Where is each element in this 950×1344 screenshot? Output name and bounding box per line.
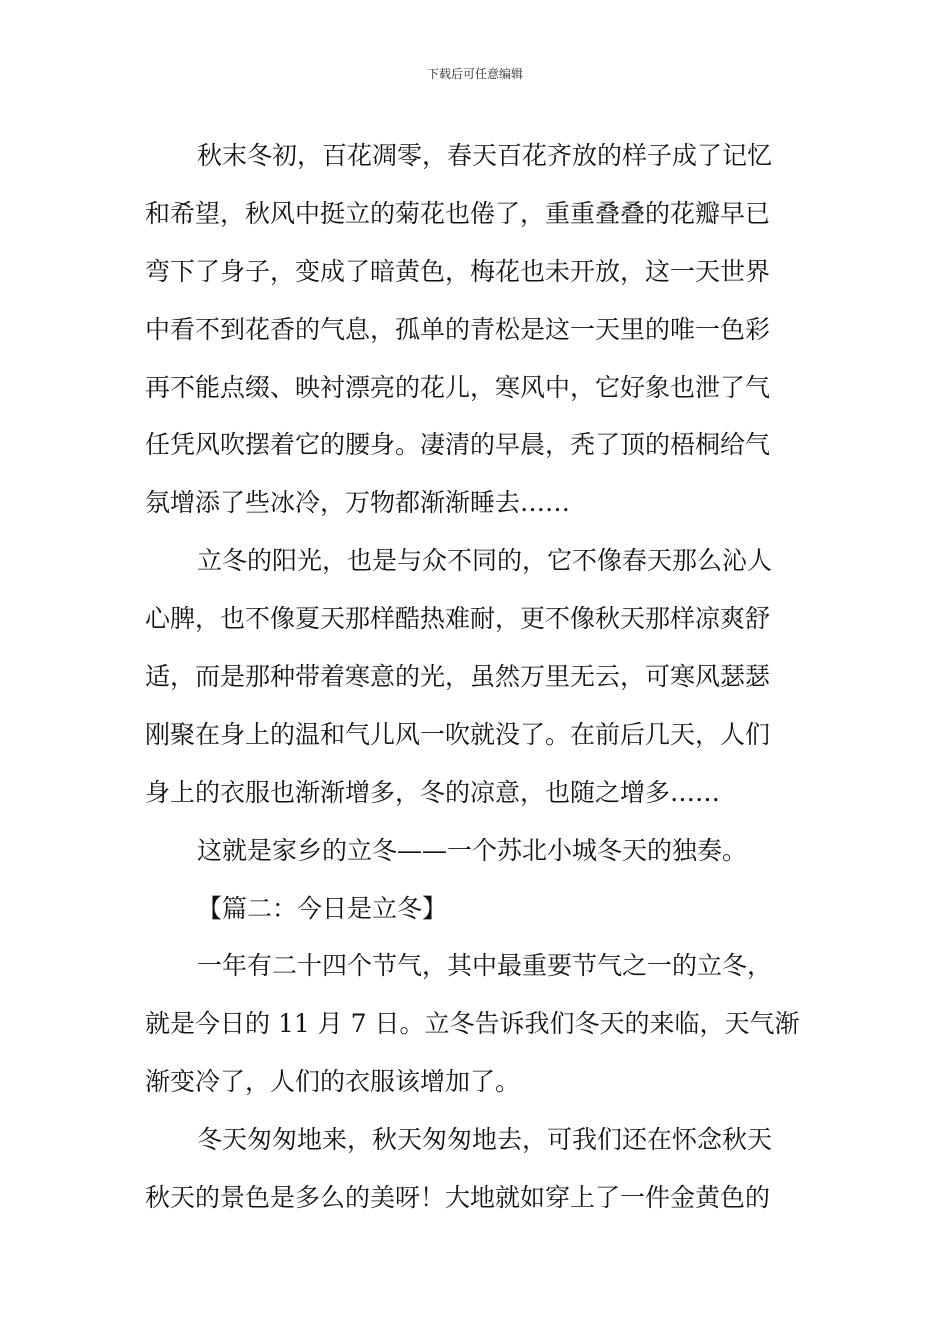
text-line: 这就是家乡的立冬——一个苏北小城冬天的独奏。 xyxy=(197,835,748,865)
text-line: 任凭风吹摆着它的腰身。凄清的早晨，秃了顶的梧桐给气 xyxy=(145,430,771,460)
text-line: 中看不到花香的气息，孤单的青松是这一天里的唯一色彩 xyxy=(145,314,771,344)
text-line: 和希望，秋风中挺立的菊花也倦了，重重叠叠的花瓣早已 xyxy=(145,198,771,228)
text-line: 再不能点缀、映衬漂亮的花儿，寒风中，它好象也泄了气 xyxy=(145,372,771,402)
text-line: 刚聚在身上的温和气儿风一吹就没了。在前后几天，人们 xyxy=(145,719,771,749)
text-line: 氛增添了些冰冷，万物都渐渐睡去…… xyxy=(145,488,571,518)
text-line: 弯下了身子，变成了暗黄色，梅花也未开放，这一天世界 xyxy=(145,256,771,286)
text-line: 适，而是那种带着寒意的光，虽然万里无云，可寒风瑟瑟 xyxy=(145,662,771,692)
text-line: 就是今日的 11 月 7 日。立冬告诉我们冬天的来临，天气渐 xyxy=(145,1009,800,1039)
text-line: 一年有二十四个节气，其中最重要节气之一的立冬， xyxy=(197,951,773,981)
body-text xyxy=(145,127,815,1227)
text-line: 身上的衣服也渐渐增多，冬的凉意，也随之增多…… xyxy=(145,777,721,807)
text-line: 秋天的景色是多么的美呀！大地就如穿上了一件金黄色的 xyxy=(145,1183,771,1213)
text-line: 心脾，也不像夏天那样酷热难耐，更不像秋天那样凉爽舒 xyxy=(145,604,771,634)
text-line: 立冬的阳光，也是与众不同的，它不像春天那么沁人 xyxy=(197,546,773,576)
text-line: 秋末冬初，百花凋零，春天百花齐放的样子成了记忆 xyxy=(197,141,773,170)
page-header: 下载后可任意编辑 xyxy=(426,67,523,81)
text-line: 渐变冷了，人们的衣服该增加了。 xyxy=(145,1067,521,1097)
text-line: 【篇二：今日是立冬】 xyxy=(197,893,448,923)
text-line: 冬天匆匆地来，秋天匆匆地去，可我们还在怀念秋天 xyxy=(197,1125,773,1155)
